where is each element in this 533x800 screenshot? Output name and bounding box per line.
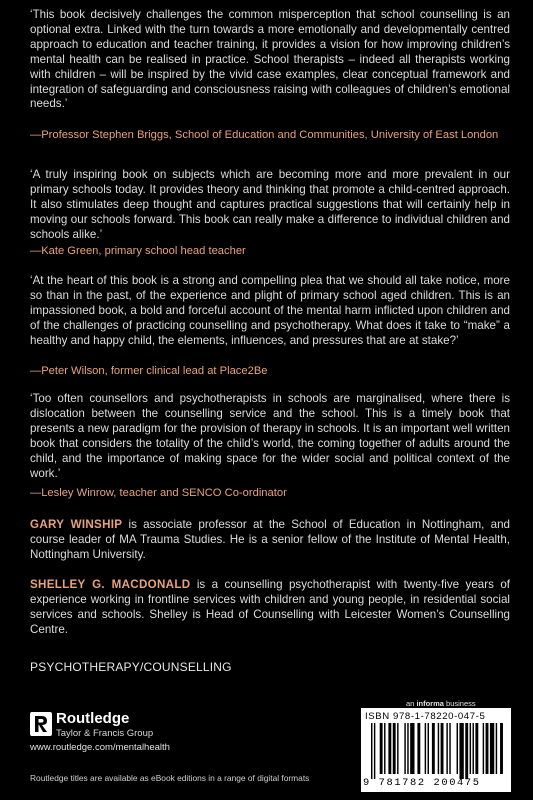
author-bio-text: is a counselling psychotherapist with twenty-five years of experience working in frontline services with children and young people, in residential social services and schools. Shelley is Head of Counselling with Leicester Women’s Counselling Centre. [30, 578, 510, 636]
isbn-barcode-panel [361, 708, 511, 792]
informa-brand: informa [416, 699, 444, 708]
informa-suffix: business [443, 699, 476, 708]
quote-text: ‘At the heart of this book is a strong and compelling plea that we should all take notice, more so than in the past, of the experience and plight of primary school aged children. This is an impassioned book, a bold and forceful account of the mental harm inflicted upon children and of the challenges of practicing counselling and psychotherapy. What does it take to “make” a healthy and happy child, the elements, influences, and pressures that are at stake?’ [30, 274, 510, 347]
quote-text: ‘This book decisively challenges the common misperception that school counselling is an optional extra. Linked with the turn towards a more emotionally and developmentally centred approach to education and teacher training, it provides a vision for how improving children’s mental health can be realised in practice. School therapists – indeed all therapists working with children – will be inspired by the vivid case examples, clear conceptual framework and integration of safeguarding and consciousness raising with colleagues of children’s emotional needs.’ [30, 8, 510, 111]
quote-attribution: —Lesley Winrow, teacher and SENCO Co-ordinator [30, 487, 287, 499]
barcode-icon [371, 723, 503, 779]
barcode-digits: 9 781782 200475 [363, 777, 481, 789]
subject-category: PSYCHOTHERAPY/COUNSELLING [30, 660, 232, 674]
isbn-label: ISBN 978-1-78220-047-5 [365, 711, 486, 722]
quote-attribution: —Kate Green, primary school head teacher [30, 245, 246, 257]
informa-tagline [406, 699, 476, 708]
author-name: GARY WINSHIP [30, 518, 123, 531]
publisher-website-link[interactable]: www.routledge.com/mentalhealth [30, 742, 170, 753]
author-name: SHELLEY G. MACDONALD [30, 578, 191, 591]
publisher-group: Taylor & Francis Group [56, 728, 154, 739]
routledge-logo-icon [30, 712, 52, 736]
informa-prefix: an [406, 699, 417, 708]
quote-text: ‘A truly inspiring book on subjects which are becoming more and more prevalent in our primary schools today. It provides theory and thinking that promote a child-centred approach. It also stimulates deep thought and captures practical suggestions that will certainly help in moving our schools forward. This book can really make a difference to individual children and schools alike.’ [30, 168, 510, 241]
publisher-name: Routledge [56, 710, 130, 727]
ebook-note: Routledge titles are available as eBook editions in a range of digital formats [30, 773, 310, 783]
author-bio-text: is associate professor at the School of Education in Nottingham, and course leader of MA Trauma Studies. He is a senior fellow of the Institute of Mental Health, Nottingham University. [30, 518, 510, 561]
author-bio [30, 578, 510, 638]
quote-text: ‘Too often counsellors and psychotherapists in schools are marginalised, where there is dislocation between the counselling service and the school. This is a timely book that presents a new paradigm for the provision of therapy in schools. It is an important well written book that considers the totality of the child’s world, the coming together of adults around the child, and the importance of making space for the wider social and political context of the work.’ [30, 392, 510, 480]
quote-attribution: —Peter Wilson, former clinical lead at Place2Be [30, 365, 268, 377]
quote-attribution: —Professor Stephen Briggs, School of Education and Communities, University of East London [30, 129, 499, 141]
author-bio [30, 518, 510, 563]
